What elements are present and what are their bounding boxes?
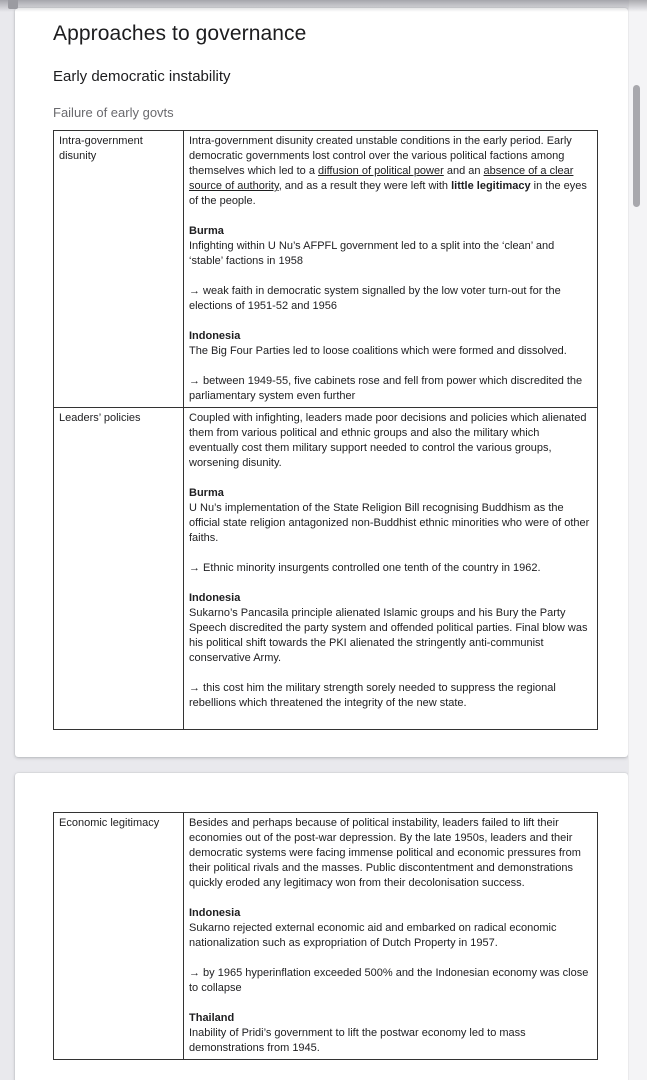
paragraph: Sukarno rejected external economic aid and embarked on radical economic nationalization such as expropriation of Dutch Property in 1957. bbox=[189, 922, 557, 949]
paragraph bbox=[189, 314, 591, 329]
paragraph: Indonesia bbox=[189, 592, 241, 604]
paragraph: Sukarno’s Pancasila principle alienated Islamic groups and his Bury the Party Speech discredited the party system and offended political parties. Final blow was his political shift towards the PKI alienated the stringently anti-communist conservative Army. bbox=[189, 607, 588, 664]
row-label-cell[interactable]: Economic legitimacy bbox=[54, 813, 184, 1060]
paragraph: → between 1949-55, five cabinets rose and fell from power which discredited the parliamentary system even further bbox=[189, 375, 583, 402]
paragraph: U Nu’s implementation of the State Religion Bill recognising Buddhism as the official state religion antagonized non-Buddhist ethnic minorities who were of other faiths. bbox=[189, 502, 590, 544]
paragraph bbox=[189, 576, 591, 591]
paragraph bbox=[189, 209, 591, 224]
paragraph: Coupled with infighting, leaders made poor decisions and policies which alienated them from various political and ethnic groups and also the military which eventually cost them military support needed to control the various groups, worsening disunity. bbox=[189, 412, 587, 469]
doc-subtitle[interactable]: Early democratic instability bbox=[53, 68, 231, 85]
paragraph: → this cost him the military strength sorely needed to suppress the regional rebellions which threatened the integrity of the new state. bbox=[189, 682, 556, 709]
paragraph bbox=[189, 359, 591, 374]
paragraph: The Big Four Parties led to loose coalitions which were formed and dissolved. bbox=[189, 345, 567, 357]
paragraph bbox=[189, 711, 591, 726]
paragraph bbox=[189, 666, 591, 681]
paragraph bbox=[189, 269, 591, 284]
paragraph: Indonesia bbox=[189, 907, 241, 919]
table-row bbox=[54, 813, 598, 1060]
paragraph: Thailand bbox=[189, 1012, 235, 1024]
notes-table-page-2 bbox=[53, 812, 598, 1060]
row-label-cell[interactable]: Intra-government disunity bbox=[54, 131, 184, 408]
paragraph bbox=[189, 951, 591, 966]
scrollbar-track[interactable] bbox=[628, 0, 647, 1080]
row-content-cell[interactable] bbox=[184, 813, 598, 1060]
paragraph: → weak faith in democratic system signalled by the low voter turn-out for the elections of 1951-52 and 1956 bbox=[189, 285, 561, 312]
row-content-cell[interactable] bbox=[184, 408, 598, 730]
doc-section-heading[interactable]: Failure of early govts bbox=[53, 105, 174, 120]
paragraph: Besides and perhaps because of political instability, leaders failed to lift their economies out of the post-war depression. By the late 1950s, leaders and their democratic systems were facing immense political and economic pressures from their political rivals and the masses. Public discontentment and demonstrations quickly eroded any legitimacy won from their decolonisation success. bbox=[189, 817, 581, 889]
paragraph: → Ethnic minority insurgents controlled one tenth of the country in 1962. bbox=[189, 562, 541, 574]
paragraph: Inability of Pridi’s government to lift the postwar economy led to mass demonstrations from 1945. bbox=[189, 1027, 526, 1054]
page-1 bbox=[15, 8, 628, 757]
pages-column bbox=[15, 8, 628, 1080]
paragraph: Burma bbox=[189, 225, 224, 237]
page-gap bbox=[15, 757, 628, 773]
toolbar-shadow-notch bbox=[8, 0, 18, 9]
notes-table-page-1 bbox=[53, 130, 598, 730]
doc-title[interactable]: Approaches to governance bbox=[53, 22, 307, 45]
paragraph bbox=[189, 996, 591, 1011]
row-label-cell[interactable]: Leaders’ policies bbox=[54, 408, 184, 730]
table-row bbox=[54, 408, 598, 730]
paragraph bbox=[189, 546, 591, 561]
scrollbar-thumb[interactable] bbox=[633, 85, 640, 207]
paragraph bbox=[189, 471, 591, 486]
paragraph: Infighting within U Nu’s AFPFL government led to a split into the ‘clean’ and ‘stable’ factions in 1958 bbox=[189, 240, 555, 267]
paragraph: Burma bbox=[189, 487, 224, 499]
paragraph: Intra-government disunity created unstable conditions in the early period. Early democratic governments lost control over the various political factions among themselves which led to a diffusion of political power and an absence of a clear source of authority, and as a result they were left with little legitimacy in the eyes of the people. bbox=[189, 135, 587, 207]
row-content-cell[interactable] bbox=[184, 131, 598, 408]
paragraph: → by 1965 hyperinflation exceeded 500% and the Indonesian economy was close to collapse bbox=[189, 967, 589, 994]
paragraph bbox=[189, 891, 591, 906]
page-2 bbox=[15, 773, 628, 1080]
paragraph: Indonesia bbox=[189, 330, 241, 342]
table-row bbox=[54, 131, 598, 408]
